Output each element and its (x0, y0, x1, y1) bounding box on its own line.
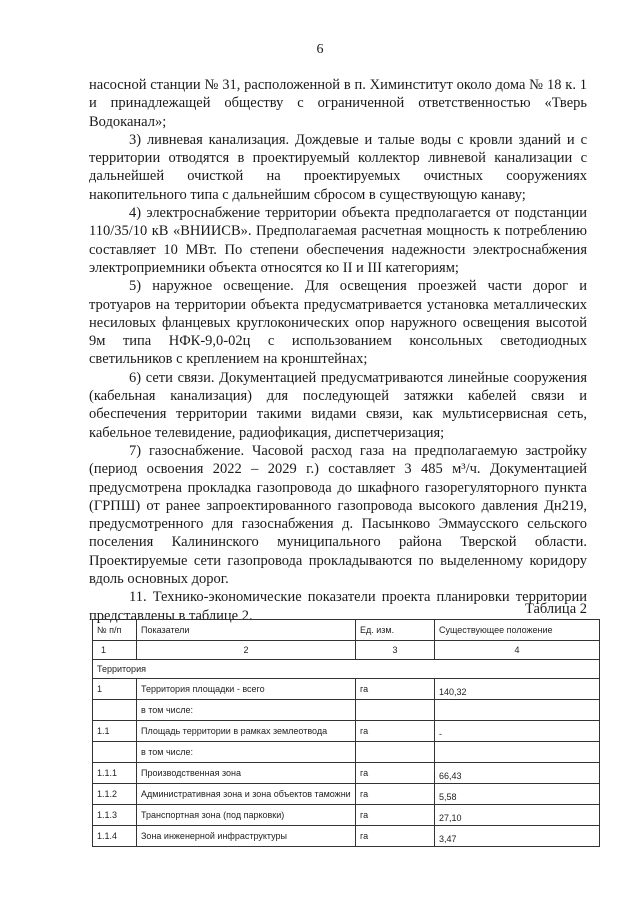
row-value (435, 742, 600, 763)
row-number: 1.1.1 (93, 763, 137, 784)
row-name: Административная зона и зона объектов таможни (137, 784, 356, 805)
row-unit (356, 742, 435, 763)
table-row (93, 805, 600, 826)
row-number (93, 742, 137, 763)
row-name: Площадь территории в рамках землеотвода (137, 721, 356, 742)
row-unit: га (356, 826, 435, 847)
row-unit: га (356, 784, 435, 805)
header-existing: Существующее положение (435, 620, 600, 641)
section-row (93, 660, 600, 679)
column-number: 1 (93, 641, 137, 660)
body-text (89, 76, 587, 625)
row-unit: га (356, 721, 435, 742)
table-row (93, 700, 600, 721)
table-caption: Таблица 2 (524, 601, 587, 617)
row-value: 140,32 (435, 679, 600, 700)
row-number: 1.1.2 (93, 784, 137, 805)
paragraph: насосной станции № 31, расположенной в п. Химинститут около дома № 18 к. 1 и принадлежащей обществу с ограниченной ответственностью «Тверь Водоканал»; (89, 77, 587, 130)
row-name: Территория площадки - всего (137, 679, 356, 700)
column-number: 3 (356, 641, 435, 660)
row-value: 5,58 (435, 784, 600, 805)
section-label: Территория (93, 660, 600, 679)
row-unit (356, 700, 435, 721)
table-row (93, 763, 600, 784)
row-value: - (435, 721, 600, 742)
row-number (93, 700, 137, 721)
table-row (93, 721, 600, 742)
header-indicator: Показатели (137, 620, 356, 641)
row-name: Транспортная зона (под парковки) (137, 805, 356, 826)
paragraph: 11. Технико-экономические показатели проекта планировки территории представлены в таблице 2. (89, 589, 587, 624)
row-number: 1.1.4 (93, 826, 137, 847)
header-unit: Ед. изм. (356, 620, 435, 641)
row-value (435, 700, 600, 721)
paragraph: 7) газоснабжение. Часовой расход газа на предполагаемую застройку (период освоения 2022 – 2029 г.) составляет 3 485 м³/ч. Документацией предусмотрена прокладка газопровода до шкафного газорегуляторного пункта (ГРПШ) от ранее запроектированного газопровода высокого давления Дн219, предусмотренного для газоснабжения д. Пасынково Эммаусского сельского поселения Калининского муниципального района Тверской области. Проектируемые сети газопровода прокладываются по выделенному коридору вдоль основных дорог. (89, 442, 587, 588)
header-number: № п/п (93, 620, 137, 641)
column-number: 4 (435, 641, 600, 660)
row-name: Производственная зона (137, 763, 356, 784)
row-value: 3,47 (435, 826, 600, 847)
row-unit: га (356, 763, 435, 784)
row-unit: га (356, 679, 435, 700)
page-number: 6 (316, 42, 324, 57)
row-unit: га (356, 805, 435, 826)
row-value: 27,10 (435, 805, 600, 826)
paragraph: 6) сети связи. Документацией предусматриваются линейные сооружения (кабельная канализация) для последующей затяжки кабелей связи и обеспечения территории такими видами связи, как мультисервисная сеть, кабельное телевидение, радиофикация, диспетчеризация; (89, 369, 587, 441)
paragraph: 4) электроснабжение территории объекта предполагается от подстанции 110/35/10 кВ «ВНИИСВ». Предполагаемая расчетная мощность к потреблению составляет 10 МВт. По степени обеспечения надежности электроснабжения электроприемники объекта относятся ко II и III категориям; (89, 205, 587, 276)
row-name: в том числе: (137, 742, 356, 763)
row-number: 1.1.3 (93, 805, 137, 826)
table-row (93, 742, 600, 763)
column-numbers-row (93, 641, 600, 660)
row-number: 1.1 (93, 721, 137, 742)
row-value: 66,43 (435, 763, 600, 784)
row-name: в том числе: (137, 700, 356, 721)
table-row (93, 784, 600, 805)
paragraph: 3) ливневая канализация. Дождевые и талые воды с кровли зданий и с территории отводятся в проектируемый коллектор ливневой канализации с дальнейшей очисткой на проектируемых очистных сооружениях накопительного типа с дальнейшим сбросом в существующую канаву; (89, 131, 587, 203)
row-number: 1 (93, 679, 137, 700)
table-row (93, 826, 600, 847)
column-number: 2 (137, 641, 356, 660)
row-name: Зона инженерной инфраструктуры (137, 826, 356, 847)
table-header-row (93, 620, 600, 641)
indicators-table (92, 619, 600, 847)
table-row (93, 679, 600, 700)
paragraph: 5) наружное освещение. Для освещения проезжей части дорог и тротуаров на территории объекта предусматривается установка металлических несиловых фланцевых круглоконических опор наружного освещения высотой 9м типа НФК-9,0-02ц с использованием консольных светодиодных светильников с креплением на кронштейнах; (89, 278, 587, 368)
